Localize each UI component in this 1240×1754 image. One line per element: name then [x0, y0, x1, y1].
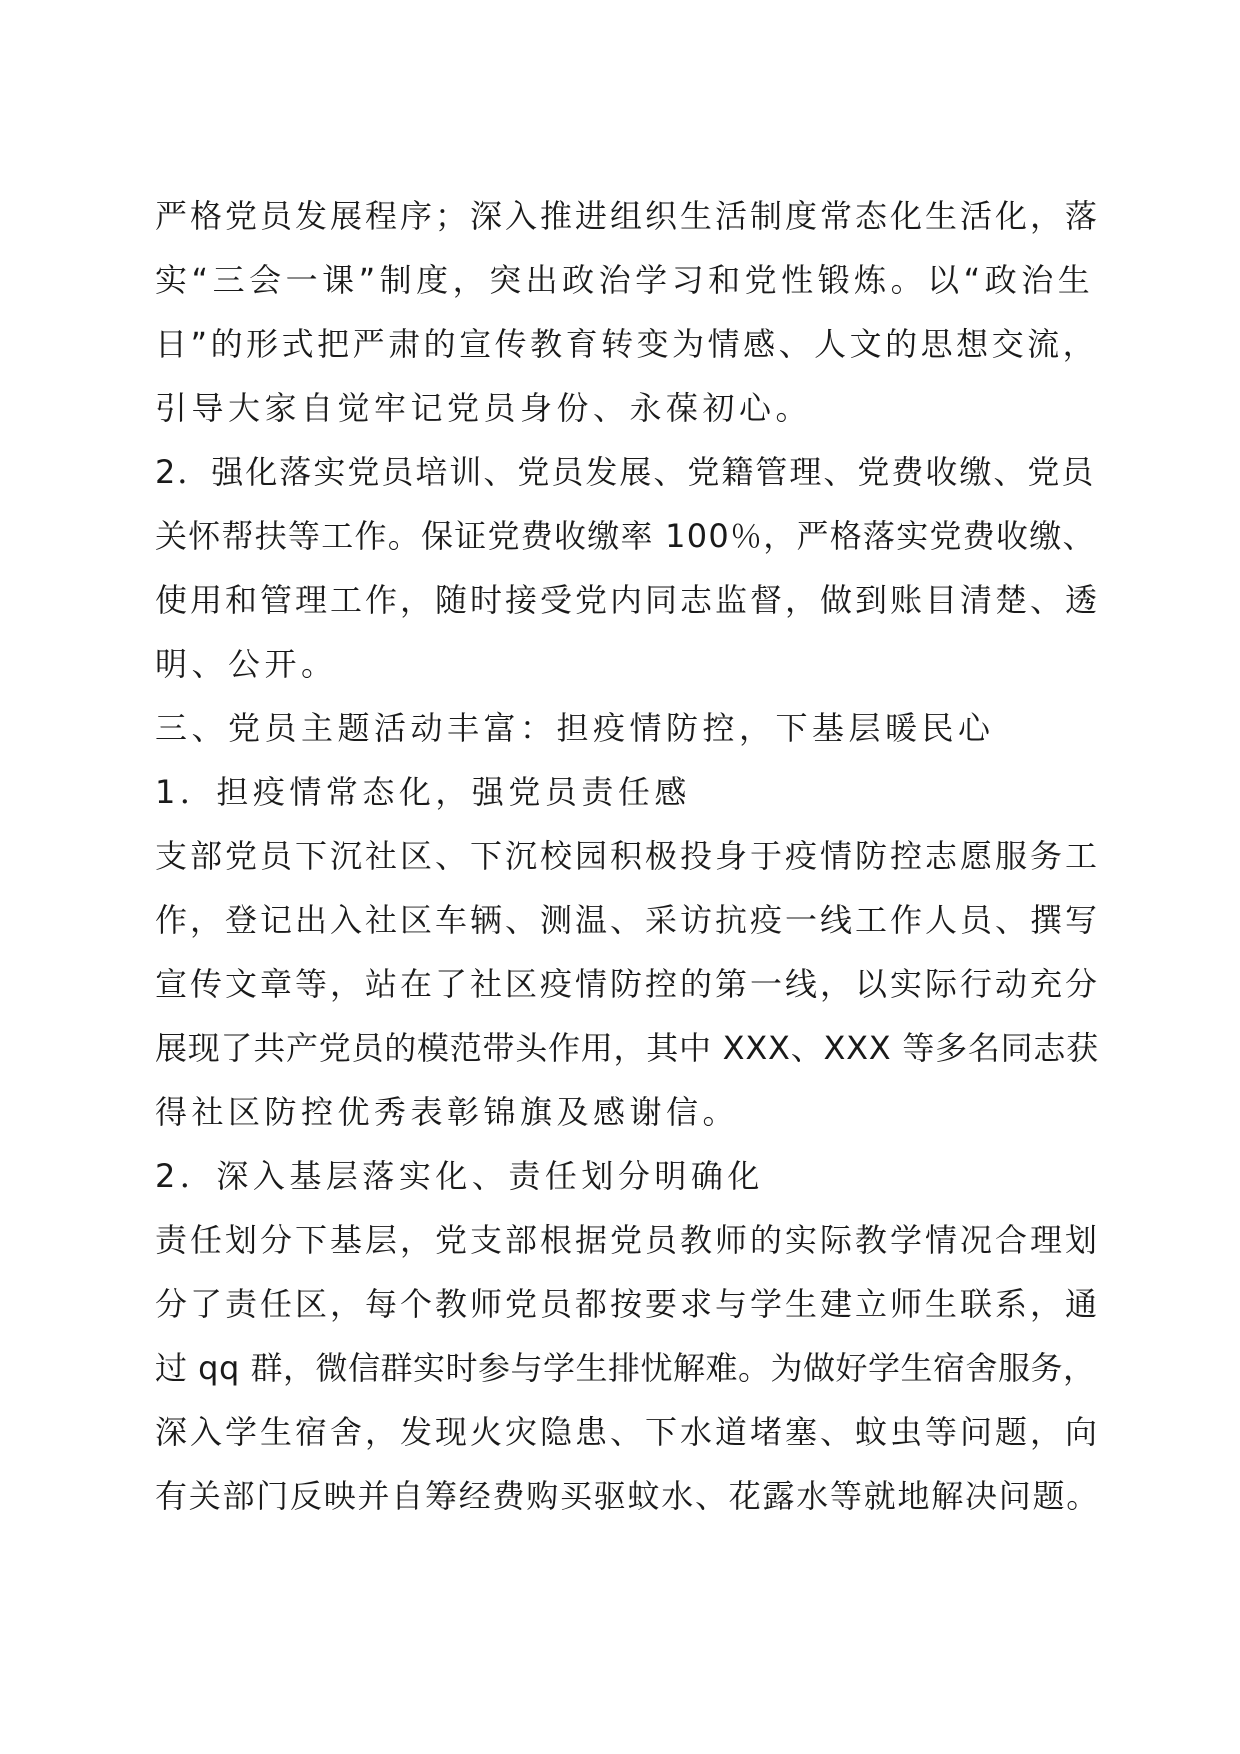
paragraph-line: 过 qq 群，微信群实时参与学生排忧解难。为做好学生宿舍服务， — [155, 1349, 1096, 1387]
paragraph-line: 关怀帮扶等工作。保证党费收缴率 100％，严格落实党费收缴、 — [155, 517, 1096, 555]
paragraph-line: 分了责任区，每个教师党员都按要求与学生建立师生联系，通 — [155, 1285, 1101, 1323]
paragraph-line: 作，登记出入社区车辆、测温、采访抗疫一线工作人员、撰写 — [155, 901, 1101, 939]
paragraph-line: 支部党员下沉社区、下沉校园积极投身于疫情防控志愿服务工 — [155, 837, 1101, 875]
paragraph-line: 责任划分下基层，党支部根据党员教师的实际教学情况合理划 — [155, 1221, 1101, 1259]
paragraph-line: 得社区防控优秀表彰锦旗及感谢信。 — [155, 1093, 740, 1131]
paragraph-line: 使用和管理工作，随时接受党内同志监督，做到账目清楚、透 — [155, 581, 1101, 619]
paragraph-line: 有关部门反映并自筹经费购买驱蚊水、花露水等就地解决问题。 — [155, 1477, 1101, 1515]
subsection-heading: 2．深入基层落实化、责任划分明确化 — [155, 1157, 764, 1195]
paragraph-line: 日”的形式把严肃的宣传教育转变为情感、人文的思想交流， — [155, 325, 1099, 363]
paragraph-line: 严格党员发展程序；深入推进组织生活制度常态化生活化，落 — [155, 197, 1101, 235]
paragraph-line: 2．强化落实党员培训、党员发展、党籍管理、党费收缴、党员 — [155, 453, 1096, 491]
section-heading: 三、党员主题活动丰富：担疫情防控，下基层暖民心 — [155, 709, 995, 747]
paragraph-line: 实“三会一课”制度，突出政治学习和党性锻炼。以“政治生 — [155, 261, 1095, 299]
paragraph-line: 明、公开。 — [155, 645, 338, 683]
paragraph-line: 引导大家自觉牢记党员身份、永葆初心。 — [155, 389, 813, 427]
paragraph-line: 深入学生宿舍，发现火灾隐患、下水道堵塞、蚊虫等问题，向 — [155, 1413, 1101, 1451]
paragraph-line: 展现了共产党员的模范带头作用，其中 XXX、XXX 等多名同志获 — [155, 1029, 1099, 1067]
paragraph-line: 宣传文章等，站在了社区疫情防控的第一线，以实际行动充分 — [155, 965, 1101, 1003]
subsection-heading: 1．担疫情常态化，强党员责任感 — [155, 773, 691, 811]
